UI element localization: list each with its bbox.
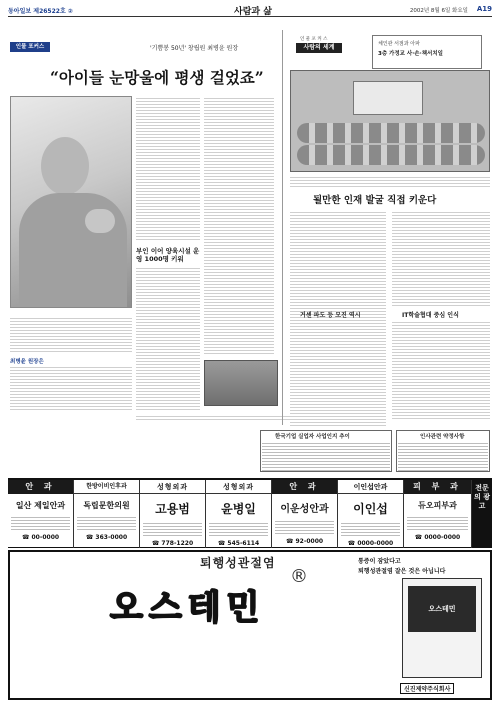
clinic-ad-phone: ☎ 0000-0000 bbox=[347, 540, 394, 547]
clinic-ad-name: 이인섭 bbox=[353, 502, 388, 516]
manufacturer-name: 신진제약주식회사 bbox=[400, 683, 454, 694]
clinic-ad-phone: ☎ 778-1220 bbox=[151, 540, 194, 547]
info-table-body bbox=[398, 441, 488, 471]
book-series-title: 사람의 세계 bbox=[296, 43, 342, 53]
clinic-ad-name: 듀오피부과 bbox=[418, 501, 457, 510]
feature-headline: “아이들 눈망울에 평생 걸었죠” bbox=[50, 68, 264, 87]
clinic-ad-name: 일산 제일안과 bbox=[15, 501, 66, 510]
clinic-ad-details bbox=[275, 519, 334, 535]
clinic-ad-name: 독립문한의원 bbox=[83, 501, 130, 510]
feature-subhead: '기쁨봉 50년' 창립원 최병윤 원장 bbox=[150, 45, 239, 52]
info-table-title: 인사관련 약정사항 bbox=[420, 434, 465, 440]
clinic-ad-details bbox=[341, 521, 400, 537]
clinic-ad[interactable] bbox=[404, 480, 472, 548]
series-badge: 인물 포커스 bbox=[10, 42, 50, 52]
article-column-2 bbox=[204, 96, 274, 356]
right-article-column-3 bbox=[392, 320, 490, 420]
clinic-ad-details bbox=[143, 521, 202, 537]
clinic-ad-category: 한방이비인후과 bbox=[74, 480, 139, 494]
clinic-ad-phone: ☎ 92-0000 bbox=[285, 538, 324, 545]
paper-issue: 동아일보 제26522호 ② bbox=[8, 8, 73, 15]
clinic-ad-phone: ☎ 545-6114 bbox=[217, 540, 260, 547]
registered-mark: ® bbox=[290, 566, 308, 587]
feature-subtitle: 부인 이어 양육시설 운영 1000명 키워 bbox=[136, 247, 200, 263]
portrait-photo bbox=[10, 96, 132, 308]
classroom-photo-caption bbox=[290, 175, 490, 187]
page-number: A19 bbox=[476, 5, 492, 13]
classroom-photo bbox=[290, 70, 490, 172]
clinic-ad-name: 고용범 bbox=[155, 502, 190, 516]
column-divider bbox=[282, 30, 283, 425]
right-article-subhead-1: 거센 파도 등 모진 역시 bbox=[300, 312, 361, 319]
section-title: 사람과 삶 bbox=[234, 7, 272, 17]
article-column-3 bbox=[136, 266, 200, 412]
product-brand: 오스테민 bbox=[110, 588, 266, 628]
book-info-line: 체인관 서점과 아파 bbox=[378, 41, 420, 47]
book-series-tag: 인 물 포 커 스 bbox=[300, 37, 328, 42]
clinic-ad-category: 안 과 bbox=[8, 480, 73, 494]
clinic-ad-category: 성형외과 bbox=[140, 480, 205, 494]
clinic-ad-name: 윤병일 bbox=[221, 502, 256, 516]
product-ad-copy: 통증이 잠았다고 bbox=[358, 558, 401, 565]
clinic-ad[interactable] bbox=[74, 480, 140, 548]
right-article-column-2 bbox=[392, 210, 490, 306]
group-photo-small bbox=[204, 360, 278, 406]
clinic-ad-category: 피 부 과 bbox=[404, 480, 471, 494]
clinic-ad[interactable] bbox=[272, 480, 338, 548]
clinic-ad-name: 이운성안과 bbox=[280, 504, 329, 515]
clinic-ad-phone: ☎ 363-0000 bbox=[85, 534, 128, 541]
clinic-ad[interactable] bbox=[8, 480, 74, 548]
product-ad-headline: 퇴행성관절염 bbox=[200, 556, 276, 570]
ad-side-label: 전문의 광고 bbox=[472, 480, 492, 548]
book-info-line-bold: 3층 가정교 사·손·책서치일 bbox=[378, 51, 443, 57]
profile-text bbox=[10, 365, 132, 412]
masthead bbox=[8, 4, 492, 17]
right-article-headline: 될만한 인재 발굴 직접 키운다 bbox=[313, 195, 437, 206]
clinic-ad-details bbox=[407, 515, 468, 531]
issue-date: 2002년 8월 6일 화요일 bbox=[409, 8, 468, 14]
article-column-1 bbox=[136, 96, 200, 242]
clinic-ad-details bbox=[11, 515, 70, 531]
clinic-ad-phone: ☎ 0000-0000 bbox=[414, 534, 461, 541]
clinic-ad[interactable] bbox=[140, 480, 206, 548]
clinic-ad-strip bbox=[8, 478, 492, 548]
clinic-ad-details bbox=[209, 521, 268, 537]
right-article-subhead-2: IT학술협대 중심 인식 bbox=[402, 312, 459, 319]
stats-table-body bbox=[262, 441, 390, 471]
right-article-column-1 bbox=[290, 210, 386, 428]
clinic-ad-category: 이인섭안과 bbox=[338, 480, 403, 494]
stats-table-title: 한국기업 실업자 사업인지 추이 bbox=[275, 434, 350, 440]
clinic-ad-category: 안 과 bbox=[272, 480, 337, 494]
profile-box-title: 최병윤 원장은 bbox=[10, 359, 44, 365]
clinic-ad-phone: ☎ 00-0000 bbox=[21, 534, 60, 541]
clinic-ad-category: 성형외과 bbox=[206, 480, 271, 494]
clinic-ad-details bbox=[77, 515, 136, 531]
photo-caption bbox=[10, 316, 132, 354]
clinic-ad[interactable] bbox=[338, 480, 404, 548]
product-package-label: 오스테민 bbox=[408, 586, 476, 632]
clinic-ad[interactable] bbox=[206, 480, 272, 548]
product-ad-copy: 퇴행성관절염 잘은 것은 아닙니다 bbox=[358, 568, 446, 575]
